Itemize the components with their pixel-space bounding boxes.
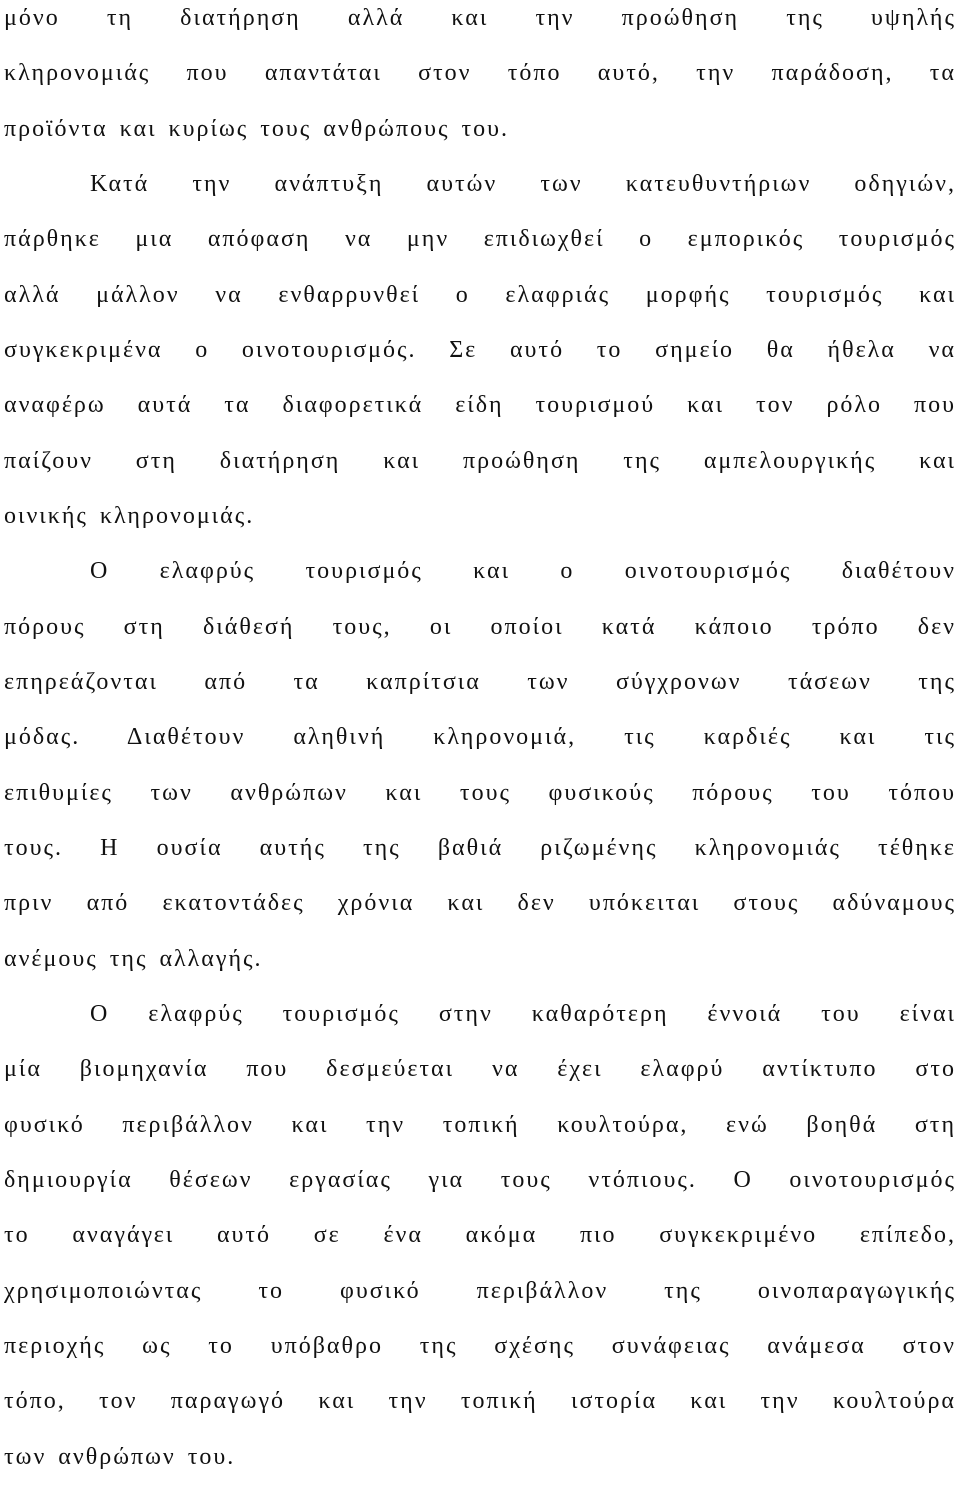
text-line: χρησιμοποιώντας το φυσικό περιβάλλον της οινοπαραγωγικής	[4, 1278, 956, 1304]
text-line: πάρθηκε μια απόφαση να μην επιδιωχθεί ο εμπορικός τουρισμός	[4, 226, 956, 252]
text-line: αλλά μάλλον να ενθαρρυνθεί ο ελαφριάς μορφής τουρισμός και	[4, 282, 956, 308]
text-line: συγκεκριμένα ο οινοτουρισμός. Σε αυτό το σημείο θα ήθελα να	[4, 337, 956, 363]
text-line: μία βιομηχανία που δεσμεύεται να έχει ελαφρύ αντίκτυπο στο	[4, 1056, 956, 1082]
text-line: τόπο, τον παραγωγό και την τοπική ιστορία και την κουλτούρα	[4, 1388, 956, 1414]
text-line: προϊόντα και κυρίως τους ανθρώπους του.	[4, 116, 510, 142]
text-line: των ανθρώπων του.	[4, 1444, 236, 1470]
text-line: επηρεάζονται από τα καπρίτσια των σύγχρονων τάσεων της	[4, 669, 956, 695]
text-line: τους. Η ουσία αυτής της βαθιά ριζωμένης κληρονομιάς τέθηκε	[4, 835, 956, 861]
paragraph-first-line: Ο ελαφρύς τουρισμός και ο οινοτουρισμός διαθέτουν	[90, 558, 956, 584]
text-line: κληρονομιάς που απαντάται στον τόπο αυτό, την παράδοση, τα	[4, 60, 956, 86]
text-line: μόδας. Διαθέτουν αληθινή κληρονομιά, τις καρδιές και τις	[4, 724, 956, 750]
text-line: επιθυμίες των ανθρώπων και τους φυσικούς πόρους του τόπου	[4, 780, 956, 806]
text-line: φυσικό περιβάλλον και την τοπική κουλτούρα, ενώ βοηθά στη	[4, 1112, 956, 1138]
paragraph-first-line: Κατά την ανάπτυξη αυτών των κατευθυντήριων οδηγιών,	[90, 171, 956, 197]
text-line: ανέμους της αλλαγής.	[4, 946, 263, 972]
text-line: μόνο τη διατήρηση αλλά και την προώθηση της υψηλής	[4, 5, 956, 31]
paragraph-first-line: Ο ελαφρύς τουρισμός στην καθαρότερη έννοιά του είναι	[90, 1001, 956, 1027]
text-line: οινικής κληρονομιάς.	[4, 503, 255, 529]
text-line: πριν από εκατοντάδες χρόνια και δεν υπόκειται στους αδύναμους	[4, 890, 956, 916]
text-line: πόρους στη διάθεσή τους, οι οποίοι κατά κάποιο τρόπο δεν	[4, 614, 956, 640]
text-line: αναφέρω αυτά τα διαφορετικά είδη τουρισμού και τον ρόλο που	[4, 392, 956, 418]
text-line: περιοχής ως το υπόβαθρο της σχέσης συνάφειας ανάμεσα στον	[4, 1333, 956, 1359]
text-line: το αναγάγει αυτό σε ένα ακόμα πιο συγκεκριμένο επίπεδο,	[4, 1222, 956, 1248]
text-line: δημιουργία θέσεων εργασίας για τους ντόπιους. Ο οινοτουρισμός	[4, 1167, 956, 1193]
text-line: παίζουν στη διατήρηση και προώθηση της αμπελουργικής και	[4, 448, 956, 474]
